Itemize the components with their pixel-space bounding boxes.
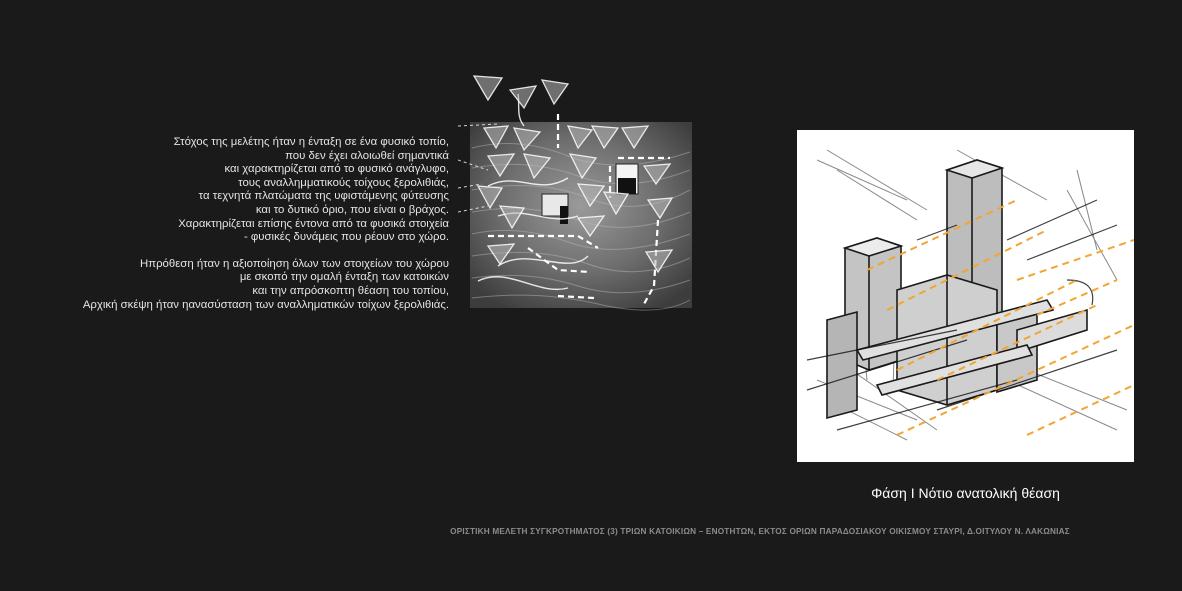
text-line: και το δυτικό όριο, που είναι ο βράχος. <box>255 203 449 216</box>
text-line: Ηπρόθεση ήταν η αξιοποίηση όλων των στοιχείων του χώρου <box>139 257 449 270</box>
building-shadow <box>618 178 636 194</box>
text-line: τα τεχνητά πλατώματα της υφιστάμενης φύτευσης <box>198 190 449 203</box>
text-line: Χαρακτηρίζεται επίσης έντονα από τα φυσικά στοιχεία <box>178 217 449 230</box>
text-line: - φυσικές δυνάμεις που ρέουν στο χώρο. <box>243 231 449 244</box>
intro-paragraph-2 <box>49 258 449 312</box>
intro-text <box>49 136 449 312</box>
text-line: που δεν έχει αλοιωθεί σημαντικά <box>285 149 449 162</box>
sketch-svg <box>797 130 1134 462</box>
text-line: τους αναλλημματικούς τοίχους ξερολιθιάς, <box>238 176 449 189</box>
project-footer-title: ΟΡΙΣΤΙΚΗ ΜΕΛΕΤΗ ΣΥΓΚΡΟΤΗΜΑΤΟΣ (3) ΤΡΙΩΝ ΚΑΤΟΙΚΙΩΝ – ΕΝΟΤΗΤΩΝ, ΕΚΤΟΣ ΟΡΙΩΝ ΠΑΡΑΔΟΣΙΑΚΟΥ ΟΙΚΙΣΜΟΥ ΣΤΑΥΡΙ, Δ.ΟΙΤΥΛΟΥ Ν. ΛΑΚΩΝΙΑΣ <box>450 527 1070 536</box>
building-shadow <box>560 206 568 224</box>
text-line: και χαρακτηρίζεται από το φυσικό ανάγλυφο, <box>224 163 449 176</box>
text-line: με σκοπό την ομαλή ένταξη των κατοικών <box>239 271 449 284</box>
text-line: Αρχική σκέψη ήταν ηανασύσταση των αναλληματικών τοίχων ξερολιθιάς. <box>82 298 449 311</box>
intro-paragraph-1 <box>49 136 449 245</box>
site-analysis-svg <box>458 66 694 320</box>
sketch-caption: Φάση Ι Νότιο ανατολική θέαση <box>871 485 1060 501</box>
site-analysis-diagram <box>458 66 694 320</box>
text-line: και την απρόσκοπτη θέαση του τοπίου, <box>252 284 449 297</box>
sketch-perspective-image <box>797 130 1134 462</box>
text-line: Στόχος της μελέτης ήταν η ένταξη σε ένα φυσικό τοπίο, <box>173 136 449 148</box>
